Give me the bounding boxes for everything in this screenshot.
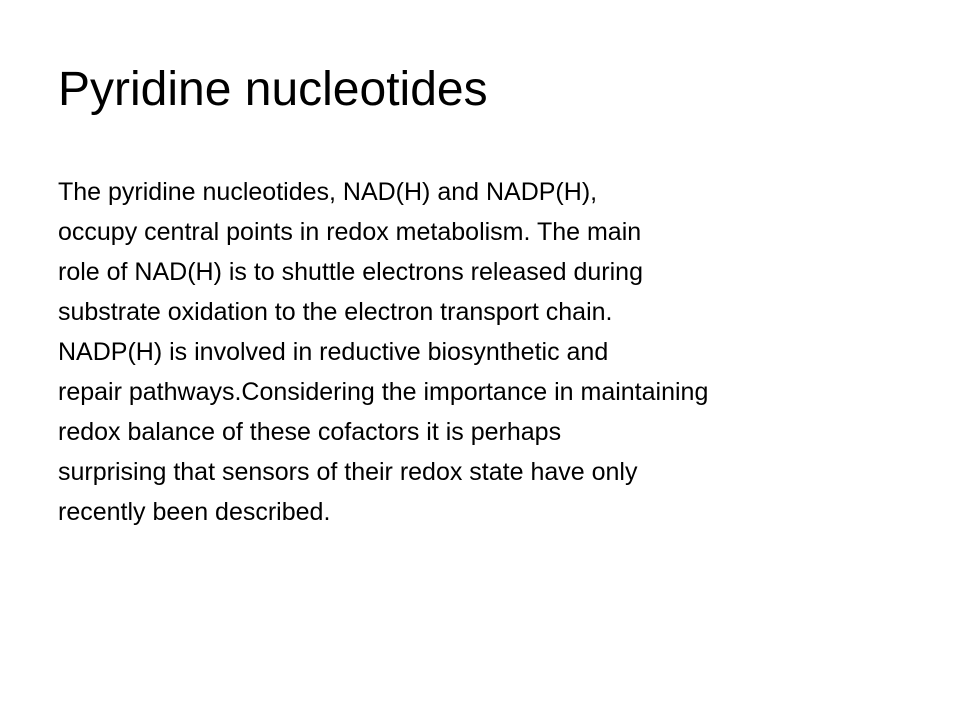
slide-body-text: [58, 172, 708, 532]
body-line: surprising that sensors of their redox state have only: [58, 458, 638, 486]
slide-title: Pyridine nucleotides: [58, 63, 488, 116]
body-line: role of NAD(H) is to shuttle electrons released during: [58, 258, 643, 286]
body-line: The pyridine nucleotides, NAD(H) and NADP(H),: [58, 178, 598, 206]
body-line: redox balance of these cofactors it is perhaps: [58, 418, 562, 446]
body-line: repair pathways.Considering the importance in maintaining: [58, 378, 709, 406]
body-line: occupy central points in redox metabolism. The main: [58, 218, 642, 246]
body-line: NADP(H) is involved in reductive biosynthetic and: [58, 338, 609, 366]
body-line: recently been described.: [58, 498, 331, 526]
body-line: substrate oxidation to the electron transport chain.: [58, 298, 613, 326]
